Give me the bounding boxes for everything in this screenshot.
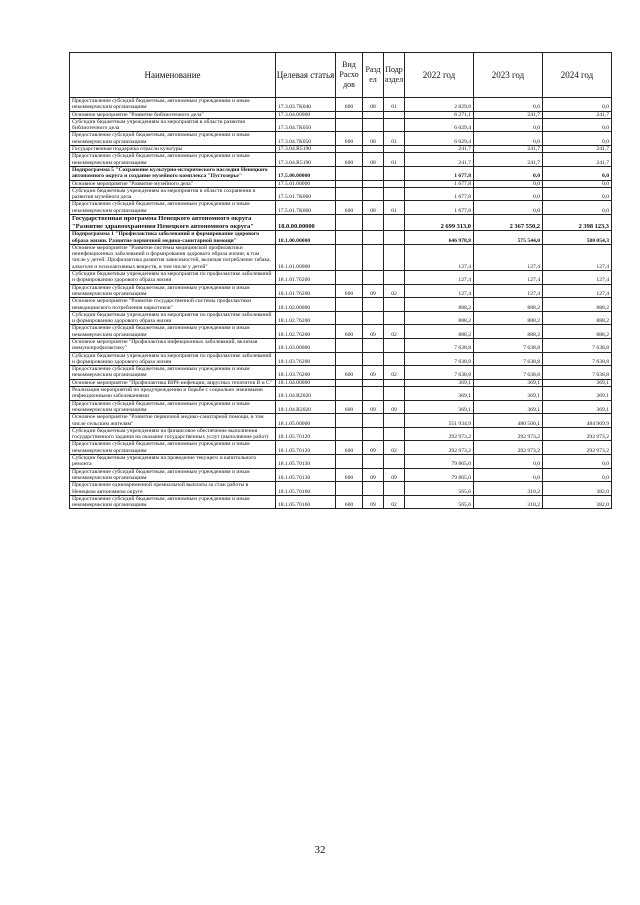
table-row [70,298,612,312]
row-razd-cell: 08 [363,201,384,215]
row-podr-cell: 02 [384,325,405,339]
table-row [70,201,612,215]
row-2024-cell: 0,0 [543,187,612,201]
row-code-cell: 18.1.04.R2020 [276,387,336,401]
row-name-cell: Предоставление субсидий бюджетным, автономным учреждениям и иным некоммерческим организациям [70,400,276,414]
row-2024-cell: 888,2 [543,311,612,325]
row-razd-cell [363,455,384,469]
row-name-cell: Предоставление субсидий бюджетным, автономным учреждениям и иным некоммерческим организациям [70,153,276,167]
table-row [70,98,612,112]
row-vid-cell: 600 [336,441,363,455]
row-vid-cell [336,271,363,285]
row-vid-cell [336,379,363,386]
header-podr: Подр аздел [384,53,405,98]
table-row [70,111,612,118]
row-vid-cell: 600 [336,201,363,215]
row-podr-cell: 09 [384,400,405,414]
row-2023-cell: 7 638,8 [474,338,543,352]
row-name-cell: Основное мероприятие "Развитие первичной медико-санитарной помощи, в том числе сельским жителям" [70,414,276,428]
table-row [70,468,612,482]
row-vid-cell [336,414,363,428]
row-2023-cell: 888,2 [474,298,543,312]
table-row [70,187,612,201]
row-razd-cell [363,271,384,285]
table-row [70,118,612,132]
table-header-row [70,53,612,98]
row-2024-cell: 241,7 [543,111,612,118]
row-code-cell: 17.5.01.7К060 [276,187,336,201]
row-2023-cell: 369,1 [474,379,543,386]
row-razd-cell [363,298,384,312]
row-vid-cell [336,180,363,187]
row-podr-cell [384,244,405,270]
header-2022: 2022 год [405,53,474,98]
table-row [70,441,612,455]
row-name-cell: Государственная поддержка отрасли культуры [70,146,276,153]
row-code-cell: 18.1.03.76200 [276,366,336,380]
row-razd-cell: 09 [363,325,384,339]
table-row [70,166,612,180]
row-code-cell: 17.3.03.7К040 [276,98,336,112]
row-podr-cell: 01 [384,98,405,112]
row-name-cell: Предоставление субсидий бюджетным, автономным учреждениям и иным некоммерческим организациям [70,366,276,380]
row-2023-cell: 0,0 [474,98,543,112]
row-vid-cell [336,298,363,312]
row-2022-cell: 2 829,8 [405,98,474,112]
row-2022-cell: 565,6 [405,495,474,509]
row-code-cell: 18.1.05.70130 [276,468,336,482]
row-2023-cell: 0,0 [474,132,543,146]
table-row [70,366,612,380]
row-vid-cell: 600 [336,495,363,509]
row-2022-cell: 127,4 [405,244,474,270]
row-podr-cell: 02 [384,495,405,509]
row-code-cell: 17.5.01.7К060 [276,201,336,215]
page-number: 32 [314,844,326,856]
row-2023-cell: 310,2 [474,482,543,496]
row-2022-cell: 292 973,2 [405,441,474,455]
row-razd-cell [363,244,384,270]
row-2024-cell: 127,4 [543,284,612,298]
row-code-cell: 18.1.01.76200 [276,284,336,298]
row-vid-cell [336,482,363,496]
row-podr-cell [384,338,405,352]
row-name-cell: Основное мероприятие "Развитие музейного дела" [70,180,276,187]
row-razd-cell [363,146,384,153]
table-row [70,132,612,146]
row-2023-cell: 310,2 [474,495,543,509]
row-2022-cell: 7 638,8 [405,352,474,366]
row-podr-cell [384,146,405,153]
row-code-cell: 18.1.04.R2020 [276,400,336,414]
row-code-cell: 18.1.02.76200 [276,325,336,339]
table-row [70,495,612,509]
row-vid-cell: 600 [336,325,363,339]
row-2024-cell: 127,4 [543,244,612,270]
row-podr-cell [384,231,405,245]
row-2024-cell: 382,0 [543,482,612,496]
row-code-cell: 18.1.03.00000 [276,338,336,352]
row-2023-cell: 7 638,8 [474,352,543,366]
row-code-cell: 17.3.04.R5190 [276,153,336,167]
row-2023-cell: 7 638,8 [474,366,543,380]
row-2023-cell: 0,0 [474,468,543,482]
row-2022-cell: 551 934,9 [405,414,474,428]
row-razd-cell [363,352,384,366]
row-2022-cell: 369,1 [405,387,474,401]
row-2022-cell: 79 865,0 [405,468,474,482]
row-2023-cell: 0,0 [474,166,543,180]
row-name-cell: Предоставление субсидий бюджетным, автономным учреждениям и иным некоммерческим организациям [70,325,276,339]
row-name-cell: Субсидии бюджетным учреждениям на мероприятия по профилактике заболеваний и формированию здорового образа жизни [70,311,276,325]
row-podr-cell [384,387,405,401]
row-podr-cell [384,311,405,325]
row-2024-cell: 369,1 [543,387,612,401]
row-razd-cell [363,482,384,496]
row-razd-cell [363,180,384,187]
row-podr-cell: 02 [384,284,405,298]
row-2023-cell: 0,0 [474,455,543,469]
header-target: Целевая статья [276,53,336,98]
row-name-cell: Субсидии бюджетным учреждениям на мероприятия в области сохранения и развития музейного дела [70,187,276,201]
row-razd-cell [363,414,384,428]
table-row [70,153,612,167]
row-name-cell: Субсидии бюджетным учреждениям на мероприятия по профилактике заболеваний и формированию здорового образа жизни [70,352,276,366]
row-code-cell: 17.3.04.00000 [276,111,336,118]
row-2024-cell: 369,1 [543,400,612,414]
row-vid-cell [336,387,363,401]
row-name-cell: Предоставление субсидий бюджетным, автономным учреждениям и иным некоммерческим организациям [70,495,276,509]
row-2024-cell: 0,0 [543,468,612,482]
row-2022-cell: 6 271,1 [405,111,474,118]
row-2022-cell: 888,2 [405,311,474,325]
row-name-cell: Предоставление субсидий бюджетным, автономным учреждениям и иным некоммерческим организациям [70,441,276,455]
row-2023-cell: 480 500,1 [474,414,543,428]
row-razd-cell: 09 [363,366,384,380]
row-code-cell: 17.5.00.00000 [276,166,336,180]
row-2023-cell: 0,0 [474,201,543,215]
row-name-cell: Предоставление субсидий бюджетным, автономным учреждениям и иным некоммерческим организациям [70,284,276,298]
row-name-cell: Основное мероприятие "Развитие государственной системы профилактики немедицинского потребления наркотиков" [70,298,276,312]
row-code-cell: 18.1.01.76200 [276,271,336,285]
row-vid-cell: 600 [336,153,363,167]
row-2024-cell: 0,0 [543,132,612,146]
row-name-cell: Предоставление субсидий бюджетным, автономным учреждениям и иным некоммерческим организациям [70,468,276,482]
row-2022-cell: 369,1 [405,400,474,414]
row-2022-cell: 646 978,8 [405,231,474,245]
row-vid-cell [336,111,363,118]
row-2024-cell: 888,2 [543,298,612,312]
row-razd-cell: 09 [363,400,384,414]
row-2024-cell: 292 973,2 [543,441,612,455]
row-vid-cell [336,166,363,180]
row-code-cell: 18.1.05.00000 [276,414,336,428]
row-name-cell: Основное мероприятие "Развитие библиотечного дела" [70,111,276,118]
row-2022-cell: 888,2 [405,325,474,339]
table-row [70,231,612,245]
table-row [70,379,612,386]
row-vid-cell [336,455,363,469]
row-2024-cell: 0,0 [543,201,612,215]
row-vid-cell [336,244,363,270]
table-row [70,146,612,153]
row-2023-cell: 241,7 [474,146,543,153]
table-row [70,455,612,469]
row-code-cell: 18.1.03.76200 [276,352,336,366]
row-podr-cell [384,166,405,180]
row-vid-cell [336,118,363,132]
row-2023-cell: 292 973,2 [474,441,543,455]
row-razd-cell: 08 [363,153,384,167]
table-row [70,325,612,339]
budget-table-sheet [69,52,611,509]
header-2023: 2023 год [474,53,543,98]
row-2023-cell: 575 544,0 [474,231,543,245]
row-vid-cell: 600 [336,132,363,146]
row-2022-cell: 1 677,8 [405,201,474,215]
row-2024-cell: 580 054,3 [543,231,612,245]
row-2022-cell: 1 677,8 [405,180,474,187]
row-vid-cell [336,427,363,441]
row-razd-cell [363,379,384,386]
table-row [70,215,612,231]
row-razd-cell: 09 [363,468,384,482]
row-podr-cell [384,414,405,428]
row-2022-cell: 888,2 [405,298,474,312]
table-row [70,180,612,187]
row-vid-cell [336,311,363,325]
row-2023-cell: 369,1 [474,387,543,401]
row-name-cell: Государственная программа Ненецкого автономного округа "Развитие здравоохранения Ненецкого автономного округа" [70,215,276,231]
row-podr-cell [384,455,405,469]
row-code-cell: 18.1.02.00000 [276,298,336,312]
row-2024-cell: 0,0 [543,118,612,132]
row-podr-cell [384,427,405,441]
row-2024-cell: 7 638,8 [543,352,612,366]
row-name-cell: Субсидии бюджетным учреждениям на мероприятия по профилактике заболеваний и формированию здорового образа жизни [70,271,276,285]
row-podr-cell [384,111,405,118]
row-podr-cell: 02 [384,366,405,380]
row-name-cell: Основное мероприятие "Развитие системы медицинской профилактики неинфекционных заболеваний и формирования здорового образа жизни, в том числе у детей. Профилактика развития зависимостей, включая потребление табака, алкоголя и психоактивных веществ, в том числе у детей" [70,244,276,270]
row-2024-cell: 7 638,8 [543,366,612,380]
table-row [70,311,612,325]
row-2024-cell: 382,0 [543,495,612,509]
table-row [70,284,612,298]
row-2023-cell: 369,1 [474,400,543,414]
row-2022-cell: 369,1 [405,379,474,386]
header-razd: Разд ел [363,53,384,98]
row-razd-cell: 08 [363,98,384,112]
row-vid-cell [336,215,363,231]
row-name-cell: Предоставление субсидий бюджетным, автономным учреждениям и иным некоммерческим организациям [70,201,276,215]
row-vid-cell: 600 [336,98,363,112]
row-2022-cell: 292 973,2 [405,427,474,441]
row-2023-cell: 888,2 [474,311,543,325]
table-row [70,400,612,414]
header-2024: 2024 год [543,53,612,98]
row-2024-cell: 241,7 [543,146,612,153]
row-code-cell: 17.3.04.R5190 [276,146,336,153]
row-code-cell: 17.5.01.00000 [276,180,336,187]
row-razd-cell [363,338,384,352]
row-vid-cell [336,146,363,153]
row-2022-cell: 565,6 [405,482,474,496]
row-2024-cell: 0,0 [543,166,612,180]
row-podr-cell [384,379,405,386]
row-razd-cell [363,387,384,401]
table-row [70,271,612,285]
table-row [70,427,612,441]
row-2024-cell: 2 398 123,3 [543,215,612,231]
table-row [70,414,612,428]
row-2024-cell: 0,0 [543,98,612,112]
row-razd-cell: 08 [363,132,384,146]
row-podr-cell [384,352,405,366]
row-razd-cell: 09 [363,495,384,509]
row-razd-cell: 09 [363,441,384,455]
row-razd-cell [363,311,384,325]
row-vid-cell [336,338,363,352]
row-2023-cell: 0,0 [474,187,543,201]
row-razd-cell [363,427,384,441]
row-2022-cell: 2 699 313,0 [405,215,474,231]
row-2022-cell: 127,4 [405,271,474,285]
row-podr-cell: 01 [384,153,405,167]
row-2023-cell: 127,4 [474,244,543,270]
row-code-cell: 17.3.04.7К050 [276,132,336,146]
row-razd-cell: 09 [363,284,384,298]
row-2024-cell: 241,7 [543,153,612,167]
row-name-cell: Подпрограмма 1 "Профилактика заболеваний и формирование здорового образа жизни. Развитие первичной медико-санитарной помощи" [70,231,276,245]
row-razd-cell [363,111,384,118]
row-2022-cell: 6 029,4 [405,132,474,146]
row-podr-cell: 09 [384,468,405,482]
header-name: Наименование [70,53,276,98]
row-2022-cell: 1 677,8 [405,166,474,180]
table-row [70,352,612,366]
row-name-cell: Предоставление субсидий бюджетным, автономным учреждениям и иным некоммерческим организациям [70,98,276,112]
row-2024-cell: 369,1 [543,379,612,386]
row-razd-cell [363,166,384,180]
row-code-cell: 17.3.04.7К050 [276,118,336,132]
row-vid-cell [336,352,363,366]
row-name-cell: Субсидии бюджетным учреждениям на мероприятия в области развития библиотечного дела [70,118,276,132]
row-podr-cell: 01 [384,132,405,146]
row-razd-cell [363,215,384,231]
row-razd-cell [363,187,384,201]
table-body [70,98,612,509]
row-2024-cell: 484 969,9 [543,414,612,428]
row-code-cell: 18.1.01.00000 [276,244,336,270]
row-podr-cell [384,215,405,231]
row-2022-cell: 241,7 [405,146,474,153]
table-row [70,387,612,401]
row-podr-cell: 01 [384,201,405,215]
row-2022-cell: 241,7 [405,153,474,167]
table-row [70,482,612,496]
table-row [70,244,612,270]
row-vid-cell: 600 [336,366,363,380]
row-2024-cell: 888,2 [543,325,612,339]
row-name-cell: Субсидии бюджетным учреждениям на финансовое обеспечение выполнения государственного задания на оказание государственных услуг (выполнение работ) [70,427,276,441]
row-2024-cell: 7 638,8 [543,338,612,352]
row-2023-cell: 0,0 [474,118,543,132]
row-razd-cell [363,118,384,132]
row-2024-cell: 127,4 [543,271,612,285]
row-2023-cell: 292 973,2 [474,427,543,441]
header-vid: Вид Расхо дов [336,53,363,98]
row-code-cell: 18.1.05.70120 [276,441,336,455]
row-name-cell: Основное мероприятие "Профилактика инфекционных заболеваний, включая иммунопрофилактику" [70,338,276,352]
row-2022-cell: 7 638,8 [405,338,474,352]
budget-table [69,52,612,509]
row-podr-cell [384,482,405,496]
row-name-cell: Основное мероприятие "Профилактика ВИЧ-инфекции, вирусных гепатитов В и С" [70,379,276,386]
row-2023-cell: 2 367 550,2 [474,215,543,231]
row-2022-cell: 79 865,0 [405,455,474,469]
row-2023-cell: 888,2 [474,325,543,339]
row-name-cell: Подпрограмма 5 "Сохранение культурно-исторического наследия Ненецкого автономного округа и создание музейного комплекса "Пустозерье" [70,166,276,180]
row-vid-cell: 600 [336,400,363,414]
row-code-cell: 18.0.00.00000 [276,215,336,231]
row-2023-cell: 0,0 [474,180,543,187]
row-2022-cell: 127,4 [405,284,474,298]
row-code-cell: 18.1.00.00000 [276,231,336,245]
row-podr-cell [384,298,405,312]
row-code-cell: 18.1.02.76200 [276,311,336,325]
row-2022-cell: 6 029,4 [405,118,474,132]
row-name-cell: Предоставление единовременной премиальной выплаты за стаж работы в Ненецком автономном округе [70,482,276,496]
row-code-cell: 18.1.05.70120 [276,427,336,441]
row-podr-cell [384,271,405,285]
row-2023-cell: 127,4 [474,284,543,298]
row-2023-cell: 127,4 [474,271,543,285]
row-name-cell: Предоставление субсидий бюджетным, автономным учреждениям и иным некоммерческим организациям [70,132,276,146]
row-vid-cell [336,231,363,245]
row-vid-cell: 600 [336,468,363,482]
row-podr-cell [384,118,405,132]
row-2023-cell: 241,7 [474,153,543,167]
row-name-cell: Субсидии бюджетным учреждениям на проведение текущего и капитального ремонта [70,455,276,469]
row-code-cell: 18.1.05.70130 [276,455,336,469]
row-2024-cell: 292 973,2 [543,427,612,441]
row-code-cell: 18.1.05.70160 [276,482,336,496]
row-code-cell: 18.1.05.70160 [276,495,336,509]
row-2022-cell: 1 677,8 [405,187,474,201]
row-2024-cell: 0,0 [543,180,612,187]
row-2022-cell: 7 638,8 [405,366,474,380]
row-vid-cell [336,187,363,201]
table-row [70,338,612,352]
row-podr-cell: 02 [384,441,405,455]
row-2023-cell: 241,7 [474,111,543,118]
row-2024-cell: 0,0 [543,455,612,469]
row-vid-cell: 600 [336,284,363,298]
row-podr-cell [384,180,405,187]
row-name-cell: Реализация мероприятий по предупреждению и борьбе с социально значимыми инфекционными заболеваниями [70,387,276,401]
row-code-cell: 18.1.04.00000 [276,379,336,386]
row-podr-cell [384,187,405,201]
row-razd-cell [363,231,384,245]
